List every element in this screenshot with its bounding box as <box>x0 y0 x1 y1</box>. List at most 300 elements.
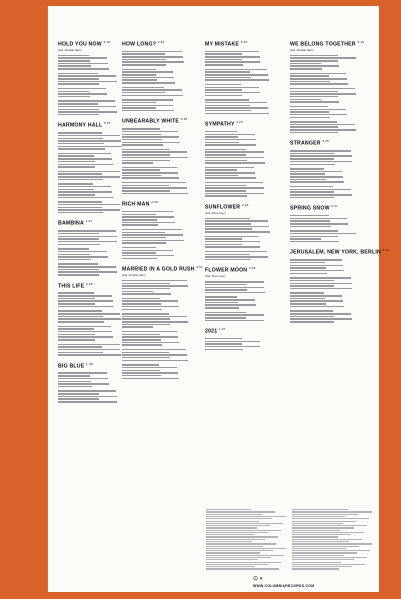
credit-line <box>292 555 344 556</box>
lyric-line <box>205 289 247 291</box>
lyric-line <box>122 370 160 372</box>
song-duration: 1:43 <box>85 219 92 224</box>
lyric-verse <box>122 247 200 259</box>
credit-line <box>292 557 367 558</box>
lyric-verse <box>122 149 200 164</box>
song-credit: (feat. Steve Lacy) <box>205 275 226 279</box>
lyric-line <box>205 287 264 289</box>
lyric-line <box>290 158 334 160</box>
lyric-line <box>122 237 166 239</box>
lyric-line <box>290 83 348 85</box>
lyric-line <box>122 342 179 344</box>
lyric-line <box>58 57 107 59</box>
lyric-line <box>290 189 351 191</box>
lyric-line <box>58 248 89 250</box>
lyric-line <box>58 148 105 150</box>
lyric-verse <box>205 338 283 350</box>
lyric-line <box>122 51 182 53</box>
lyric-line <box>122 82 175 84</box>
lyric-line <box>58 300 113 302</box>
lyric-line <box>290 155 352 157</box>
song-credit: (feat. Danielle Haim) <box>290 48 314 52</box>
lyric-line <box>122 280 187 282</box>
lyric-line <box>122 242 166 244</box>
credit-line <box>206 511 275 512</box>
lyric-line <box>290 277 351 279</box>
lyric-line <box>205 169 237 171</box>
lyric-line <box>290 259 342 261</box>
lyric-line <box>122 293 171 295</box>
lyric-line <box>58 179 103 181</box>
lyric-verse <box>205 312 283 322</box>
song-title: MARRIED IN A GOLD RUSH $^{3:51}$ <box>122 265 203 273</box>
lyric-line <box>205 185 246 187</box>
lyric-line <box>122 375 161 377</box>
song-block <box>122 265 203 379</box>
credit-line <box>206 539 265 540</box>
lyric-line <box>58 266 116 268</box>
lyric-line <box>205 175 238 177</box>
lyric-line <box>205 87 259 89</box>
lyric-line <box>205 74 268 76</box>
lyric-verse <box>205 182 283 197</box>
lyric-line <box>290 129 356 131</box>
lyric-line <box>58 263 98 265</box>
lyric-line <box>122 131 178 133</box>
credit-line <box>206 525 270 526</box>
lyric-line <box>122 71 173 73</box>
lyric-line <box>290 197 334 199</box>
lyric-line <box>290 215 329 217</box>
lyric-line <box>122 232 165 234</box>
lyric-line <box>290 150 351 152</box>
lyric-verse <box>290 121 368 133</box>
lyric-line <box>122 59 166 61</box>
lyric-line <box>205 320 264 322</box>
lyric-line <box>58 78 99 80</box>
lyric-line <box>290 306 344 308</box>
lyric-line <box>205 61 260 63</box>
lyric-verse <box>122 99 200 111</box>
lyric-line <box>290 285 334 287</box>
song-duration: 3:10 <box>240 40 248 44</box>
lyric-line <box>205 346 260 348</box>
lyric-line <box>122 349 186 351</box>
lyric-line <box>205 182 263 184</box>
credit-line <box>292 550 370 551</box>
lyric-line <box>122 193 188 195</box>
lyric-line <box>122 185 169 187</box>
lyric-line <box>290 303 326 305</box>
lyric-line <box>122 258 157 260</box>
lyric-line <box>58 241 117 243</box>
lyric-line <box>122 360 188 362</box>
lyric-verse <box>290 277 368 289</box>
credits-column-right <box>292 508 374 572</box>
lyric-line <box>122 142 180 144</box>
lyric-line <box>122 216 174 218</box>
song-title: 2021 $^{1:37}$ <box>205 327 226 335</box>
lyric-line <box>290 96 338 98</box>
lyric-line <box>205 99 249 101</box>
lyric-line <box>290 292 324 294</box>
lyric-line <box>290 153 334 155</box>
credit-line <box>292 509 348 510</box>
lyric-line <box>205 107 268 109</box>
lyric-verse <box>122 331 200 346</box>
lyric-line <box>122 321 188 323</box>
lyric-line <box>58 55 89 57</box>
lyric-line <box>205 284 246 286</box>
lyric-line <box>122 357 170 359</box>
lyric-line <box>290 179 326 181</box>
lyric-line <box>122 298 160 300</box>
lyric-verse <box>122 128 200 146</box>
lyric-verse <box>122 51 200 66</box>
lyric-line <box>205 71 250 73</box>
lyric-line <box>122 372 178 374</box>
lyric-verse <box>205 167 283 179</box>
lyric-line <box>290 73 346 75</box>
lyric-line <box>122 247 156 249</box>
credit-line <box>206 523 283 524</box>
lyric-line <box>205 136 238 138</box>
lyric-line <box>122 367 177 369</box>
lyric-line <box>122 77 174 79</box>
lyric-verse <box>205 51 283 66</box>
lyric-line <box>290 300 343 302</box>
lyric-line <box>290 230 338 232</box>
lyric-line <box>58 109 99 111</box>
lyric-line <box>122 162 153 164</box>
lyric-line <box>122 336 178 338</box>
lyric-line <box>205 231 270 233</box>
lyric-line <box>58 161 95 163</box>
lyric-line <box>290 233 356 235</box>
lyric-line <box>205 312 246 314</box>
lyric-line <box>122 190 170 192</box>
lyric-line <box>58 383 109 385</box>
lyric-line <box>122 219 157 221</box>
lyric-line <box>205 177 256 179</box>
song-block <box>122 40 200 111</box>
credit-line <box>206 514 262 515</box>
song-duration: 4:28 <box>85 281 93 286</box>
lyric-line <box>58 398 99 400</box>
song-credit: (feat. Danielle Haim) <box>122 273 146 277</box>
credit-line <box>206 550 273 551</box>
lyric-line <box>122 102 156 104</box>
lyric-verse <box>205 84 283 96</box>
credit-line <box>292 527 354 528</box>
credit-line <box>206 534 254 535</box>
lyric-line <box>205 51 259 53</box>
lyric-line <box>58 254 90 256</box>
song-block <box>205 203 283 260</box>
lyric-line <box>58 386 92 388</box>
lyric-line <box>122 139 162 141</box>
credit-line <box>206 521 259 522</box>
lyric-line <box>205 338 242 340</box>
lyric-line <box>58 189 94 191</box>
lyric-line <box>58 393 99 395</box>
lyric-verse <box>205 131 283 146</box>
lyric-line <box>58 81 117 83</box>
lyric-line <box>122 154 170 156</box>
lyric-verse <box>290 292 368 307</box>
lyric-line <box>58 401 117 403</box>
lyric-line <box>290 236 338 238</box>
lyric-line <box>205 64 243 66</box>
credit-line <box>206 541 252 542</box>
lyric-line <box>58 140 121 142</box>
lyric-line <box>290 60 338 62</box>
lyric-line <box>122 252 156 254</box>
song-title: BIG BLUE $^{1:48}$ <box>58 361 93 370</box>
song-title: RICH MAN $^{2:30}$ <box>122 200 158 208</box>
lyric-line <box>205 187 264 189</box>
lyric-line <box>58 153 111 155</box>
lyric-line <box>122 334 160 336</box>
credit-line <box>292 514 358 515</box>
lyric-line <box>205 226 269 228</box>
lyric-verse <box>122 167 200 179</box>
lyric-line <box>122 175 161 177</box>
lyric-line <box>205 193 264 195</box>
lyric-verse <box>122 313 200 328</box>
lyric-line <box>58 204 120 206</box>
lyric-line <box>122 229 182 231</box>
lyric-line <box>290 238 321 240</box>
credit-line <box>292 511 372 512</box>
lyric-line <box>205 131 237 133</box>
lyric-line <box>290 280 334 282</box>
credit-line <box>206 562 281 563</box>
song-block <box>122 117 200 194</box>
lyric-line <box>290 321 334 323</box>
lyric-line <box>58 292 94 294</box>
credit-line <box>206 543 276 544</box>
lyric-line <box>58 233 99 235</box>
credit-line <box>292 562 341 563</box>
lyric-line <box>58 146 122 148</box>
song-credit: (feat. Danielle Haim) <box>58 48 82 52</box>
lyric-line <box>122 331 177 333</box>
lyric-line <box>290 176 343 178</box>
lyric-line <box>58 194 95 196</box>
lyric-verse <box>205 236 283 248</box>
lyric-line <box>58 201 102 203</box>
credit-line <box>292 566 352 567</box>
lyric-verse <box>290 73 368 85</box>
lyric-line <box>58 164 113 166</box>
lyric-line <box>290 109 346 111</box>
lyric-line <box>58 230 116 232</box>
lyric-line <box>58 349 120 351</box>
lyric-verse <box>58 390 136 402</box>
lyric-line <box>122 149 169 151</box>
lyric-line <box>122 107 156 109</box>
song-block <box>290 139 368 198</box>
song-duration: 3:10 <box>357 40 365 44</box>
credit-line <box>206 566 255 567</box>
lyric-line <box>122 134 161 136</box>
lyric-line <box>205 220 268 222</box>
lyric-line <box>58 132 102 134</box>
lyric-line <box>58 274 99 276</box>
lyric-line <box>122 300 178 302</box>
credit-line <box>292 546 359 547</box>
credit-line <box>292 525 367 526</box>
credit-line <box>292 523 343 524</box>
lyric-line <box>122 344 162 346</box>
lyric-line <box>205 296 237 298</box>
lyric-line <box>122 92 165 94</box>
credit-line <box>206 532 268 533</box>
credit-line <box>292 530 340 531</box>
lyric-line <box>122 303 161 305</box>
credit-line <box>206 516 286 517</box>
lyric-line <box>58 271 117 273</box>
lyric-line <box>205 190 246 192</box>
lyric-line <box>205 139 256 141</box>
lyric-line <box>58 321 104 323</box>
label-logos: ⊙ ◐ <box>253 576 264 582</box>
lyric-line <box>205 77 251 79</box>
lyric-line <box>205 244 242 246</box>
lyric-line <box>205 343 242 345</box>
lyric-verse <box>205 281 283 293</box>
lyric-line <box>122 79 157 81</box>
lyric-line <box>58 396 117 398</box>
lyric-line <box>58 209 120 211</box>
song-duration: 4:46 <box>180 117 188 122</box>
lyric-line <box>58 390 116 392</box>
lyric-line <box>290 57 356 59</box>
lyric-line <box>205 69 267 71</box>
lyric-line <box>58 375 90 377</box>
song-title: STRANGER $^{3:25}$ <box>290 139 330 148</box>
lyric-verse <box>290 186 368 198</box>
lyric-line <box>58 318 121 320</box>
lyric-line <box>205 149 246 151</box>
lyric-line <box>122 316 187 318</box>
lyric-line <box>122 285 188 287</box>
lyric-line <box>290 265 343 267</box>
lyric-line <box>205 256 268 258</box>
lyrics-column-2 <box>122 40 203 385</box>
song-block <box>205 327 283 350</box>
lyric-line <box>58 316 103 318</box>
credit-line <box>292 541 349 542</box>
lyric-line <box>122 364 159 366</box>
lyric-line <box>205 154 246 156</box>
lyric-line <box>290 270 344 272</box>
lyric-line <box>58 171 120 173</box>
lyric-line <box>205 254 250 256</box>
lyric-verse <box>205 69 283 81</box>
lyric-line <box>122 128 160 130</box>
lyric-verse <box>122 280 200 295</box>
lyric-line <box>205 259 251 261</box>
credit-line <box>292 543 372 544</box>
lyric-line <box>290 218 347 220</box>
song-duration: 2:21 <box>331 204 338 209</box>
lyric-line <box>58 326 111 328</box>
lyric-line <box>58 155 94 157</box>
lyric-line <box>205 304 256 306</box>
lyric-line <box>290 310 333 312</box>
song-title: SPRING SNOW $^{2:21}$ <box>290 204 338 212</box>
lyric-line <box>290 191 334 193</box>
lyric-line <box>290 186 333 188</box>
lyric-line <box>205 110 251 112</box>
song-block <box>122 200 200 259</box>
lyrics-column-3 <box>205 40 283 356</box>
lyric-verse <box>205 149 283 164</box>
lyric-line <box>58 381 91 383</box>
lyric-line <box>290 173 325 175</box>
lyric-line <box>58 244 100 246</box>
lyric-line <box>122 324 170 326</box>
lyric-line <box>205 281 264 283</box>
lyric-verse <box>290 150 368 165</box>
song-title: THIS LIFE $^{4:28}$ <box>58 281 93 290</box>
lyric-line <box>290 318 352 320</box>
lyric-line <box>58 173 102 175</box>
credit-line <box>292 548 346 549</box>
credits-block <box>206 508 374 572</box>
song-duration: 2:30 <box>151 200 158 205</box>
song-title: SYMPATHY $^{3:25}$ <box>205 120 243 128</box>
lyric-line <box>122 313 169 315</box>
lyric-line <box>205 317 246 319</box>
lyric-line <box>58 352 103 354</box>
song-duration: 3:51 <box>196 265 203 270</box>
lyric-line <box>122 214 156 216</box>
lyric-line <box>205 102 267 104</box>
credit-line <box>206 559 258 560</box>
lyric-line <box>205 246 260 248</box>
credit-line <box>206 536 278 537</box>
lyric-verse <box>122 182 200 194</box>
lyric-line <box>58 176 120 178</box>
lyric-line <box>290 117 330 119</box>
lyric-line <box>290 124 355 126</box>
lyric-line <box>58 238 99 240</box>
song-block <box>205 40 283 114</box>
lyric-verse <box>290 259 368 274</box>
song-duration: 2:18 <box>241 202 249 207</box>
lyric-line <box>290 65 339 67</box>
lyric-line <box>122 110 174 112</box>
lyric-line <box>58 336 113 338</box>
lyric-line <box>58 186 111 188</box>
lyric-line <box>58 91 89 93</box>
credit-line <box>292 534 351 535</box>
lyric-verse <box>122 298 200 310</box>
lyric-line <box>122 291 153 293</box>
lyric-line <box>205 142 239 144</box>
credit-line <box>206 564 268 565</box>
lyric-line <box>122 95 183 97</box>
song-block <box>205 266 283 321</box>
song-title: WE BELONG TOGETHER $^{3:10}$ <box>290 40 365 48</box>
lyric-line <box>290 99 321 101</box>
lyric-line <box>205 314 264 316</box>
lyric-line <box>58 166 95 168</box>
lyric-line <box>205 228 252 230</box>
